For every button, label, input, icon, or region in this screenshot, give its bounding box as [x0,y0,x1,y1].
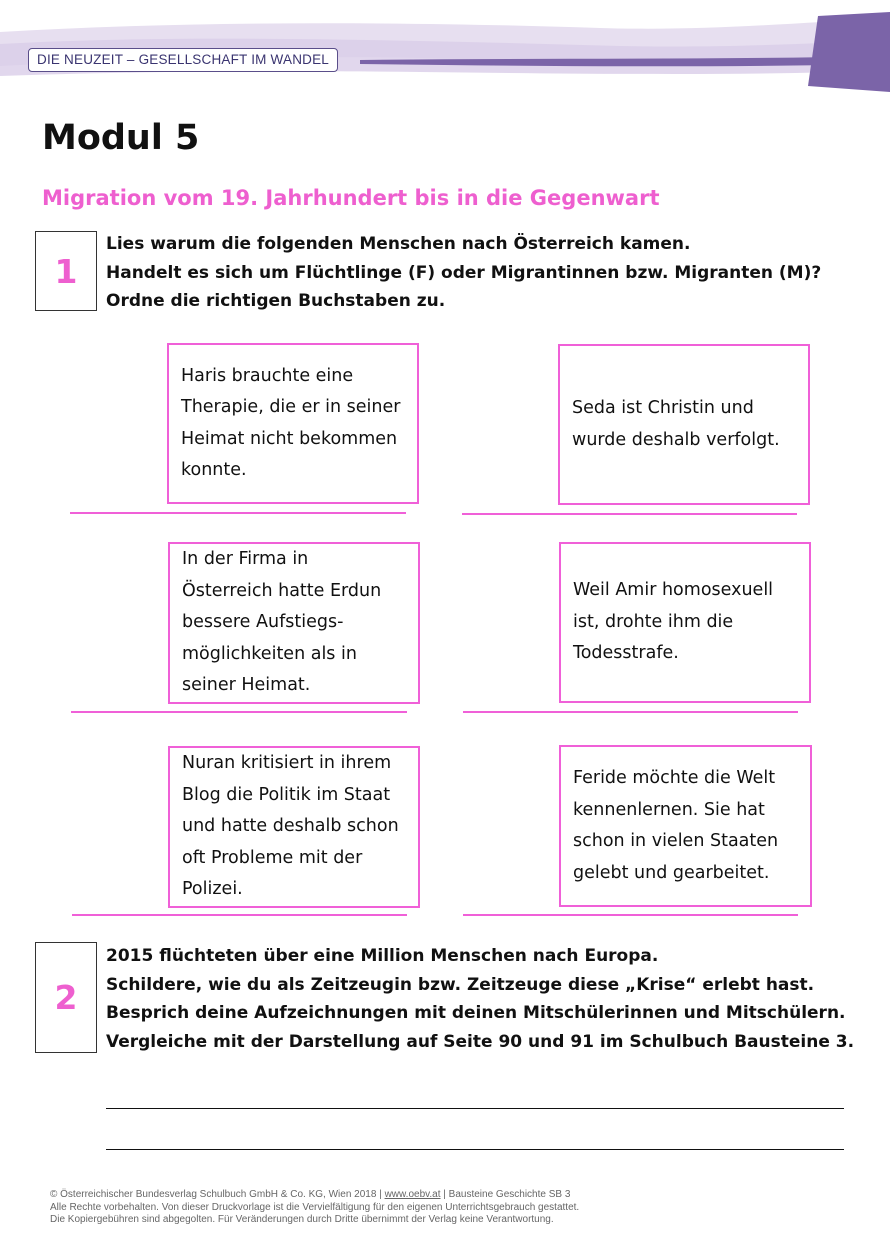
footer-line-2: Alle Rechte vorbehalten. Von dieser Druckvorlage ist die Vervielfältigung für den eigenen Unterrichtsgebrauch gestattet. [50,1201,580,1213]
publisher-link[interactable]: www.oebv.at [384,1189,441,1200]
footer-line-1 [50,1189,579,1202]
task-2-instructions [106,942,854,1056]
instruction-line: 2015 flüchteten über eine Million Menschen nach Europa. [106,946,659,966]
answer-line-seda[interactable] [462,513,797,515]
card-line: konnte. [181,460,247,480]
card-line: seiner Heimat. [182,675,311,696]
card-line: Haris brauchte eine [181,365,354,386]
card-line: Todesstrafe. [573,643,679,664]
instruction-line: Ordne die richtigen Buchstaben zu. [106,291,446,311]
answer-line-feride[interactable] [463,914,798,916]
instruction-line: Handelt es sich um Flüchtlinge (F) oder Migrantinnen bzw. Migranten (M)? [106,262,822,283]
card-line: ist, drohte ihm die [573,611,734,632]
page-title: Modul 5 [42,118,200,158]
card-line: Nuran kritisiert in ihrem [182,753,392,774]
card-line: oft Probleme mit der [182,847,363,868]
card-line: gelebt und gearbeitet. [573,862,770,883]
card-line: Feride möchte die Welt [573,768,776,788]
instruction-line: Schildere, wie du als Zeitzeugin bzw. Zeitzeuge diese „Krise“ erlebt hast. [106,974,815,995]
footer-book: | Bausteine Geschichte SB 3 [440,1189,571,1200]
copyright-footer [50,1189,579,1227]
card-line: möglichkeiten als in [182,643,357,664]
card-line: und hatte deshalb schon [182,816,399,837]
card-line: Heimat nicht bekommen [181,428,398,449]
banner-label: DIE NEUZEIT – GESELLSCHAFT IM WANDEL [28,48,338,72]
statement-card-nuran [168,746,420,908]
task-1-instructions [106,230,821,316]
instruction-line: Lies warum die folgenden Menschen nach Österreich kamen. [106,234,691,254]
card-line: schon in vielen Staaten [573,831,779,851]
answer-line-erdun[interactable] [71,711,407,713]
answer-line-haris[interactable] [70,512,406,514]
footer-publisher: © Österreichischer Bundesverlag Schulbuch GmbH & Co. KG, Wien 2018 | [50,1189,385,1200]
task-number-2: 2 [35,942,97,1053]
writing-line[interactable] [106,1149,844,1150]
card-line: kennenlernen. Sie hat [573,799,765,820]
footer-line-3: Die Kopiergebühren sind abgegolten. Für Veränderungen durch Dritte übernimmt der Verlag keine Verantwortung. [50,1214,554,1225]
card-line: Therapie, die er in seiner [181,397,401,417]
card-line: Weil Amir homosexuell [573,580,774,601]
statement-card-haris [167,343,419,504]
instruction-line: Vergleiche mit der Darstellung auf Seite 90 und 91 im Schulbuch Bausteine 3. [106,1031,855,1052]
task-number-1: 1 [35,231,97,311]
card-line: wurde deshalb verfolgt. [572,429,780,450]
instruction-line: Besprich deine Aufzeichnungen mit deinen Mitschülerinnen und Mitschülern. [106,1003,846,1023]
page-subtitle: Migration vom 19. Jahrhundert bis in die Gegenwart [42,186,660,210]
card-line: Blog die Politik im Staat [182,784,391,805]
statement-card-amir [559,542,811,703]
card-line: In der Firma in [182,549,309,570]
card-line: bessere Aufstiegs- [182,612,344,633]
card-line: Polizei. [182,879,243,900]
writing-line[interactable] [106,1108,844,1109]
answer-line-nuran[interactable] [72,914,407,916]
statement-card-erdun [168,542,420,704]
statement-card-feride [559,745,812,907]
card-line: Seda ist Christin und [572,398,754,418]
card-line: Österreich hatte Erdun [182,580,382,601]
statement-card-seda [558,344,810,505]
answer-line-amir[interactable] [463,711,798,713]
